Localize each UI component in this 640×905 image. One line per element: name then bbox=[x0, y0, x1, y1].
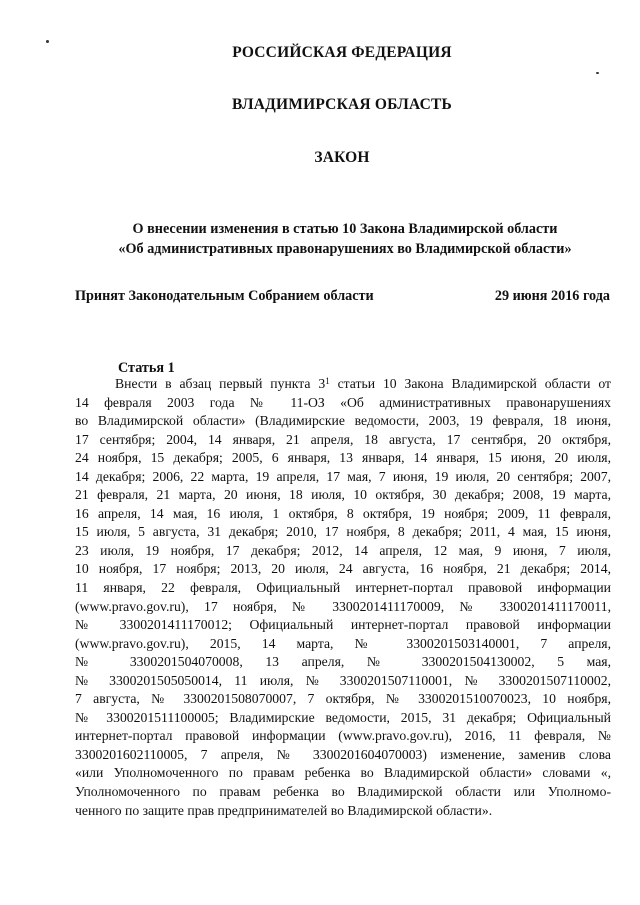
article-line: 14 декабря; 2006, 22 марта, 19 апреля, 17 мая, 7 июня, 19 июля, 20 сентября; 2007, bbox=[75, 468, 611, 484]
article-line: № 3300201511100005; Владимирские ведомости, 2015, 31 декабря; Официальный bbox=[75, 709, 611, 725]
article-heading: Статья 1 bbox=[118, 360, 175, 376]
country-heading: РОССИЙСКАЯ ФЕДЕРАЦИЯ bbox=[232, 44, 452, 61]
article-line: 11 января, 22 февраля, Официальный интернет-портал правовой информации bbox=[75, 580, 611, 596]
article-line: 21 февраля, 21 марта, 20 июня, 18 июля, 10 октября, 30 декабря; 2008, 19 марта, bbox=[75, 487, 611, 503]
article-line: (www.pravo.gov.ru), 2015, 14 марта, № 3300201503140001, 7 апреля, bbox=[75, 635, 611, 651]
law-title-line: О внесении изменения в статью 10 Закона Владимирской области bbox=[132, 221, 558, 237]
article-line: «или Уполномоченного по правам ребенка во Владимирской области» словами «, bbox=[75, 765, 611, 781]
article-body bbox=[75, 375, 611, 820]
region-heading: ВЛАДИМИРСКАЯ ОБЛАСТЬ bbox=[232, 96, 452, 113]
scan-speck bbox=[596, 72, 599, 74]
article-line: № 3300201504070008, 13 апреля, № 3300201504130002, 5 мая, bbox=[75, 654, 611, 670]
adopted-by: Принят Законодательным Собранием области bbox=[75, 288, 374, 304]
article-line: ченного по защите прав предпринимателей во Владимирской области». bbox=[75, 802, 493, 818]
article-line: интернет-портал правовой информации (www.pravo.gov.ru), 2016, 11 февраля, № bbox=[75, 728, 611, 744]
article-line: 7 августа, № 3300201508070007, 7 октября, № 3300201510070023, 10 ноября, bbox=[75, 691, 611, 707]
scan-speck bbox=[46, 40, 49, 43]
law-title-line: «Об административных правонарушениях во Владимирской области» bbox=[118, 241, 572, 257]
article-line: 3300201602110005, 7 апреля, № 3300201604070003) изменение, заменив слова bbox=[75, 746, 611, 762]
article-line: во Владимирской области» (Владимирские ведомости, 2003, 19 февраля, 18 июня, bbox=[75, 413, 611, 429]
article-line: № 3300201505050014, 11 июля, № 3300201507110001, № 3300201507110002, bbox=[75, 672, 611, 688]
article-line: Внести в абзац первый пункта $3^1$ статьи 10 Закона Владимирской области от bbox=[115, 376, 612, 391]
article-line: 14 февраля 2003 года № 11-ОЗ «Об административных правонарушениях bbox=[75, 394, 611, 410]
adoption-date: 29 июня 2016 года bbox=[494, 288, 610, 304]
doc-type-heading: ЗАКОН bbox=[314, 149, 370, 166]
article-line: 10 ноября, 17 ноября; 2013, 20 июля, 24 августа, 16 ноября, 21 декабря; 2014, bbox=[75, 561, 611, 577]
article-line: (www.pravo.gov.ru), 17 ноября, № 3300201411170009, № 3300201411170011, bbox=[75, 598, 611, 614]
article-line: 15 июля, 5 августа, 31 декабря; 2010, 17 ноября, 8 декабря; 2011, 4 мая, 15 июня, bbox=[75, 524, 611, 540]
article-line: 23 июля, 19 ноября, 17 декабря; 2012, 14 апреля, 12 мая, 9 июня, 7 июля, bbox=[75, 542, 611, 558]
law-title bbox=[80, 219, 610, 259]
article-line: 17 сентября; 2004, 14 января, 21 апреля, 18 августа, 17 сентября, 20 октября, bbox=[75, 431, 611, 447]
article-line: Уполномоченного по правам ребенка во Владимирской области или Уполномо- bbox=[75, 784, 611, 800]
article-line: № 3300201411170012; Официальный интернет-портал правовой информации bbox=[75, 617, 611, 633]
superscript: 1 bbox=[325, 376, 330, 386]
article-line: 16 апреля, 14 мая, 16 июля, 1 октября, 8 октября, 19 ноября; 2009, 11 февраля, bbox=[75, 505, 611, 521]
adoption-info bbox=[75, 288, 610, 305]
article-line: 24 ноября, 15 декабря; 2005, 6 января, 13 января, 14 января, 15 июня, 20 июля, bbox=[75, 450, 611, 466]
